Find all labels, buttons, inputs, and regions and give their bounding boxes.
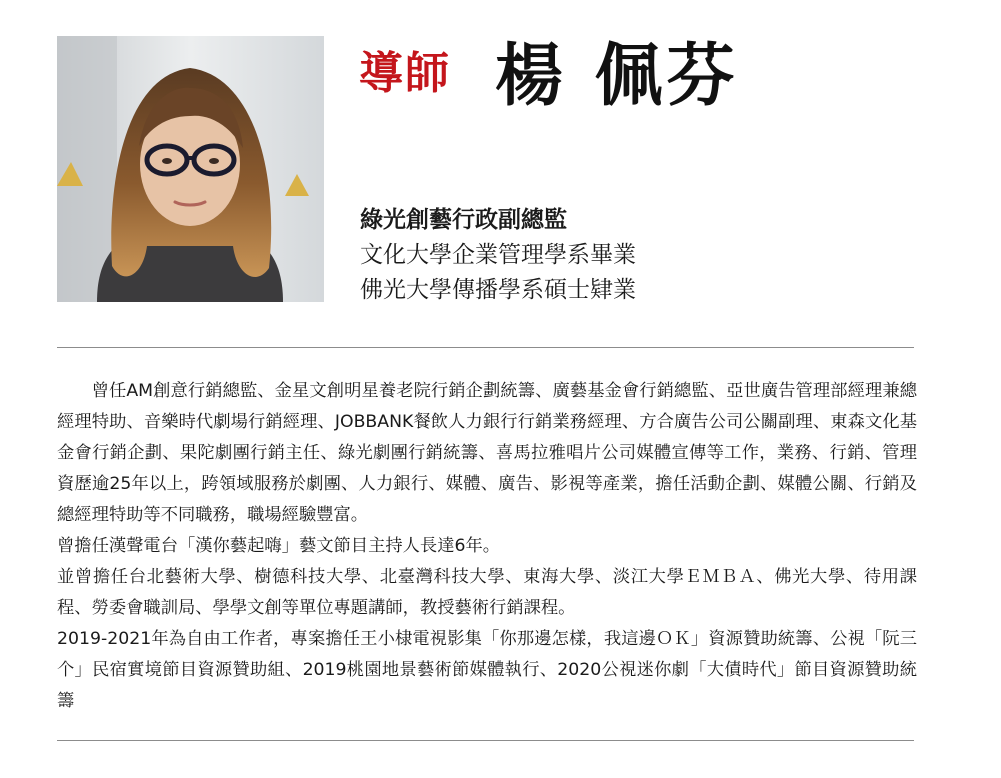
education-line: 文化大學企業管理學系畢業 (360, 242, 636, 268)
education-line: 佛光大學傳播學系碩士肄業 (360, 277, 636, 303)
bio-paragraph: 2019-2021年為自由工作者，專案擔任王小棣電視影集「你那邊怎樣，我這邊ＯＫ」資源贊助統籌、公視「阮三个」民宿實境節目資源贊助組、2019桃園地景藝術節媒體執行、2020公視迷你劇「大債時代」節目資源贊助統籌 (57, 629, 917, 711)
portrait-illustration (57, 36, 324, 302)
role-label: 導師 (359, 48, 451, 99)
biography (57, 376, 917, 717)
bio-paragraph: 並曾擔任台北藝術大學、樹德科技大學、北臺灣科技大學、東海大學、淡江大學ＥＭＢＡ、佛光大學、待用課程、勞委會職訓局、學學文創等單位專題講師，教授藝術行銷課程。 (57, 567, 917, 618)
bio-paragraph: 曾任AM創意行銷總監、金星文創明星養老院行銷企劃統籌、廣藝基金會行銷總監、亞世廣告管理部經理兼總經理特助、音樂時代劇場行銷經理、JOBBANK餐飲人力銀行行銷業務經理、方合廣告公司公關副理、東森文化基金會行銷企劃、果陀劇團行銷主任、綠光劇團行銷統籌、喜馬拉雅唱片公司媒體宣傳等工作，業務、行銷、管理資歷逾25年以上，跨領域服務於劇團、人力銀行、媒體、廣告、影視等產業，擔任活動企劃、媒體公關、行銷及總經理特助等不同職務，職場經驗豐富。 (57, 381, 917, 525)
job-title: 綠光創藝行政副總監 (360, 207, 567, 233)
bio-paragraph: 曾擔任漢聲電台「漢你藝起嗨」藝文節目主持人長達6年。 (57, 536, 501, 556)
divider-top (57, 347, 914, 348)
divider-bottom (57, 740, 914, 741)
portrait-photo (57, 36, 324, 302)
profile-summary (360, 203, 920, 308)
mentor-name: 楊 佩芬 (495, 37, 739, 116)
